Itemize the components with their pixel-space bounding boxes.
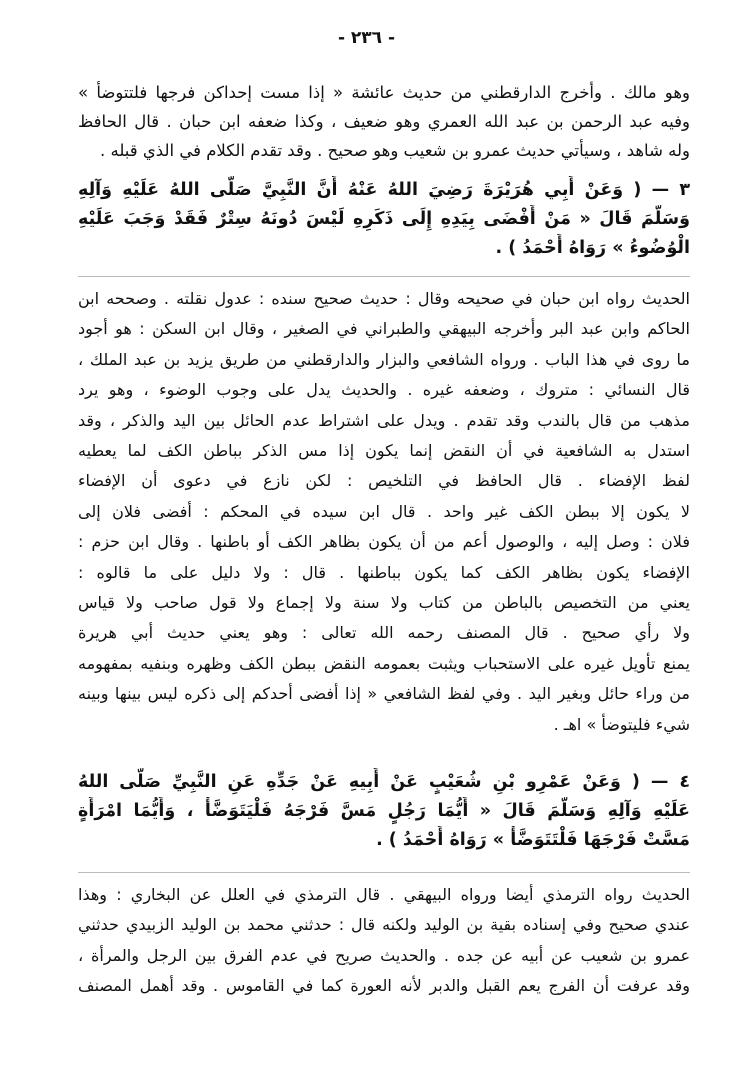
hadith-line: مَسَّتْ فَرْجَهَا فَلْتَتَوَضَّأْ » رَوَاهُ أَحْمَدُ ) .	[376, 830, 690, 850]
commentary-line: يعني من التخصيص بالباطن من كتاب ولا سنة ولا إجماع ولا قول صاحب ولا قياس	[78, 593, 690, 613]
commentary-line: قال النسائي : متروك ، وضعفه غيره . والحديث يدل على وجوب الوضوء ، وهو يرد	[78, 380, 690, 400]
intro-paragraph	[78, 78, 690, 165]
commentary-line: شيء فليتوضأ » اهـ .	[553, 714, 690, 734]
hadith-line: ٤ — ( وَعَنْ عَمْرِو بْنِ شُعَيْبٍ عَنْ أَبِيهِ عَنْ جَدِّهِ عَنِ النَّبِيِّ صَلَّى اللهُ	[78, 772, 690, 792]
commentary-line: فلان : وصل إليه ، والوصول أعم من أن يكون بظاهر الكف أو باطنها . وقال ابن حزم :	[78, 532, 690, 552]
commentary-line: مذهب من قال بالندب وقد تقدم . ويدل على اشتراط عدم الحائل بين اليد والذكر ، وقد	[78, 410, 690, 430]
text-line: وهو مالك . وأخرج الدارقطني من حديث عائشة « إذا مست إحداكن فرجها فلتتوضأ »	[78, 83, 690, 102]
commentary-line: الحديث رواه الترمذي أيضا ورواه البيهقي . قال الترمذي في العلل عن البخاري : وهذا	[78, 885, 690, 904]
commentary-4	[78, 880, 690, 1002]
hadith-line: عَلَيْهِ وَآلِهِ وَسَلَّمَ قَالَ « أَيُّمَا رَجُلٍ مَسَّ فَرْجَهُ فَلْيَتَوَضَّأْ ، وَأَيُّمَا امْرَأَةٍ	[78, 801, 690, 821]
commentary-line: استدل به الشافعية في أن النقض إنما يكون إذا مس الذكر بباطن الكف لما يعطيه	[78, 441, 690, 461]
commentary-line: الحديث رواه ابن حبان في صحيحه وقال : حديث صحيح سنده : عدول نقلته . وصححه ابن	[78, 289, 690, 308]
commentary-line: من وراء حائل وبغير اليد . وفي لفظ الشافعي « إذا أفضى أحدكم إلى ذكره ليس بينها وبينه	[78, 684, 690, 704]
commentary-line: وقد عرفت أن الفرج يعم القبل والدبر لأنه العورة كما في القاموس . وقد أهمل المصنف	[78, 976, 690, 996]
hadith-4	[78, 768, 690, 855]
commentary-line: عندي صحيح وفي إسناده بقية بن الوليد ولكنه قال : حدثني محمد بن الوليد الزبيدي حدثني	[78, 915, 690, 935]
hadith-3	[78, 176, 690, 263]
section-divider	[78, 276, 690, 277]
section-divider	[78, 872, 690, 873]
commentary-line: يمنع تأويل غيره على الاستحباب ويثبت بعمومه النقض ببطن الكف وظهره وبنفيه بمفهومه	[78, 653, 690, 673]
text-line: وله شاهد ، وسيأتي حديث عمرو بن شعيب وهو صحيح . وقد تقدم الكلام في الذي قبله .	[99, 141, 690, 160]
commentary-line: عمرو بن شعيب عن أبيه عن جده . والحديث صريح في عدم الفرق بين الرجل والمرأة ،	[78, 945, 690, 965]
hadith-line: الْوُضُوءُ » رَوَاهُ أَحْمَدُ ) .	[495, 238, 690, 258]
commentary-3	[78, 284, 690, 740]
commentary-line: ما روى في هذا الباب . ورواه الشافعي والبزار والدارقطني من طريق يزيد بن عبد الملك ،	[78, 349, 690, 369]
page-number: - ٢٣٦ -	[337, 28, 396, 48]
commentary-line: ولا رأي صحيح . قال المصنف رحمه الله تعالى : وهو يعني حديث أبي هريرة	[78, 623, 690, 643]
text-line: وفيه عبد الرحمن بن عبد الله العمري وهو ضعيف ، وكذا ضعفه ابن حبان . قال الحافظ	[78, 112, 690, 131]
commentary-line: لا يكون إلا ببطن الكف غير واحد . قال ابن سيده في المحكم : أفضى فلان إلى	[78, 501, 690, 521]
hadith-line: ٣ — ( وَعَنْ أَبِي هُرَيْرَةَ رَضِيَ اللهُ عَنْهُ أَنَّ النَّبِيَّ صَلَّى اللهُ عَلَيْهِ وَآلِهِ	[78, 180, 690, 200]
commentary-line: لفظ الإفضاء . قال الحافظ في التلخيص : لكن نازع في دعوى أن الإفضاء	[78, 471, 690, 491]
commentary-line: الإفضاء يكون بظاهر الكف كما يكون بباطنها . قال : ولا دليل على ما قالوه :	[78, 562, 690, 582]
hadith-line: وَسَلَّمَ قَالَ « مَنْ أَفْضَى بِيَدِهِ إِلَى ذَكَرِهِ لَيْسَ دُونَهُ سِتْرٌ فَقَدْ وَجَبَ عَلَيْهِ	[78, 209, 690, 229]
commentary-line: الحاكم وابن عبد البر وأخرجه البيهقي والطبراني في الصغير ، وقال ابن السكن : هو أجود	[78, 319, 690, 339]
